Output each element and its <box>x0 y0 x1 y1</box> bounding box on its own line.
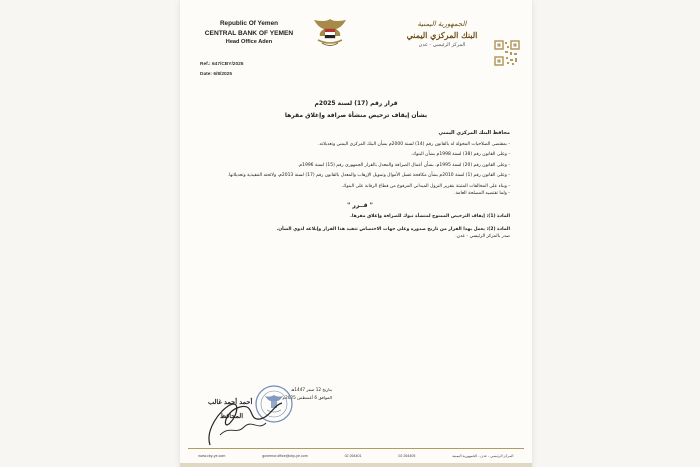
paragraph-5: - وبناء على المخالفات المثبتة بتقرير النزول الميداني المرفوع من قطاع الرقابة على البنوك. <box>341 183 510 189</box>
paragraph-3: - وعلى القانون رقم (20) لسنة 1995م، بشأن أعمال الصرافة والمعدل بالقرار الجمهوري رقم (15) لسنة 1996م. <box>297 162 510 168</box>
head-office-label: Head Office Aden <box>225 39 273 45</box>
paragraph-1: - بمقتضى الصلاحيات المخولة له بالقانون رقم (14) لسنة 2000م بشأن البنك المركزي اليمني وتعديلاته. <box>318 141 510 147</box>
republic-label-ar: الجمهورية اليمنية <box>417 20 467 28</box>
republic-label: Republic Of Yemen <box>219 20 279 27</box>
signatory-title: المحافظ <box>220 412 243 420</box>
footer-phone-1: 02 264401 <box>344 454 362 458</box>
hijri-date: بتاريخ 12 صفر 1447هـ <box>290 387 332 392</box>
reference-block <box>200 60 243 80</box>
signature-icon <box>200 375 290 455</box>
signatory-name: أحمد أحمد غالب <box>208 398 253 406</box>
footer-phone-2: 02 264405 <box>398 454 416 458</box>
governor-line: محافظ البنك المركزي اليمني <box>438 130 510 136</box>
bank-name-ar: البنك المركزي اليمني <box>406 30 478 40</box>
eagle-emblem-icon <box>310 16 350 50</box>
decision-body <box>210 130 510 241</box>
qr-code-icon <box>494 40 520 66</box>
letter-date: Date: 6/8/2025 <box>200 72 232 77</box>
article-1: المادة (1): إيقاف الترخيص الممنوح لمنشأة تبوك للصرافة وإغلاق مقرها. <box>350 214 510 219</box>
decision-number: قرار رقم (17) لسنة 2025م <box>314 100 398 107</box>
paragraph-2: - وعلى القانون رقم (38) لسنة 1998م بشأن البنوك. <box>410 152 510 157</box>
article-2: المادة (2): يعمل بهذا القرار من تاريخ صدوره وعلى جهات الاختصاص تنفيذ هذا القرار وإبلاغه لذوي الشأن. <box>276 226 510 232</box>
letter-footer <box>180 450 532 462</box>
head-office-ar: المركز الرئيسي - عدن <box>418 42 466 48</box>
arabic-letterhead <box>392 20 492 48</box>
footer-address: المركز الرئيسي - عدن - الجمهورية اليمنية <box>452 454 514 458</box>
footer-website[interactable]: www.cby-ye.com <box>198 454 226 458</box>
reference-number: Ref.: 647/CBY/2025 <box>200 62 244 67</box>
letter-page <box>180 0 532 467</box>
decision-subject: بشأن إيقاف ترخيص منشأة صرافة وإغلاق مقرها <box>284 112 428 119</box>
footer-divider <box>188 448 524 449</box>
issued-at: صدر بالمركز الرئيسي - عدن. <box>455 234 510 239</box>
paragraph-6: - ولما تقتضيه المصلحة العامة. <box>454 191 510 196</box>
decides-heading: " قــرر " <box>347 201 373 209</box>
bottom-strip <box>180 463 532 467</box>
gregorian-date: الموافق 6 أغسطس 2025م <box>282 395 332 400</box>
paragraph-4: - وعلى القانون رقم (1) لسنة 2010م بشأن مكافحة غسل الأموال وتمويل الإرهاب والمعدل بالقانون رقم (17) لسنة 2013م، ولائحته التنفيذية وتعديلاتها. <box>227 173 510 178</box>
bank-name-en: CENTRAL BANK OF YEMEN <box>204 30 294 37</box>
footer-email[interactable]: governor.office@cby-ye.com <box>262 454 308 458</box>
english-letterhead <box>194 20 304 45</box>
